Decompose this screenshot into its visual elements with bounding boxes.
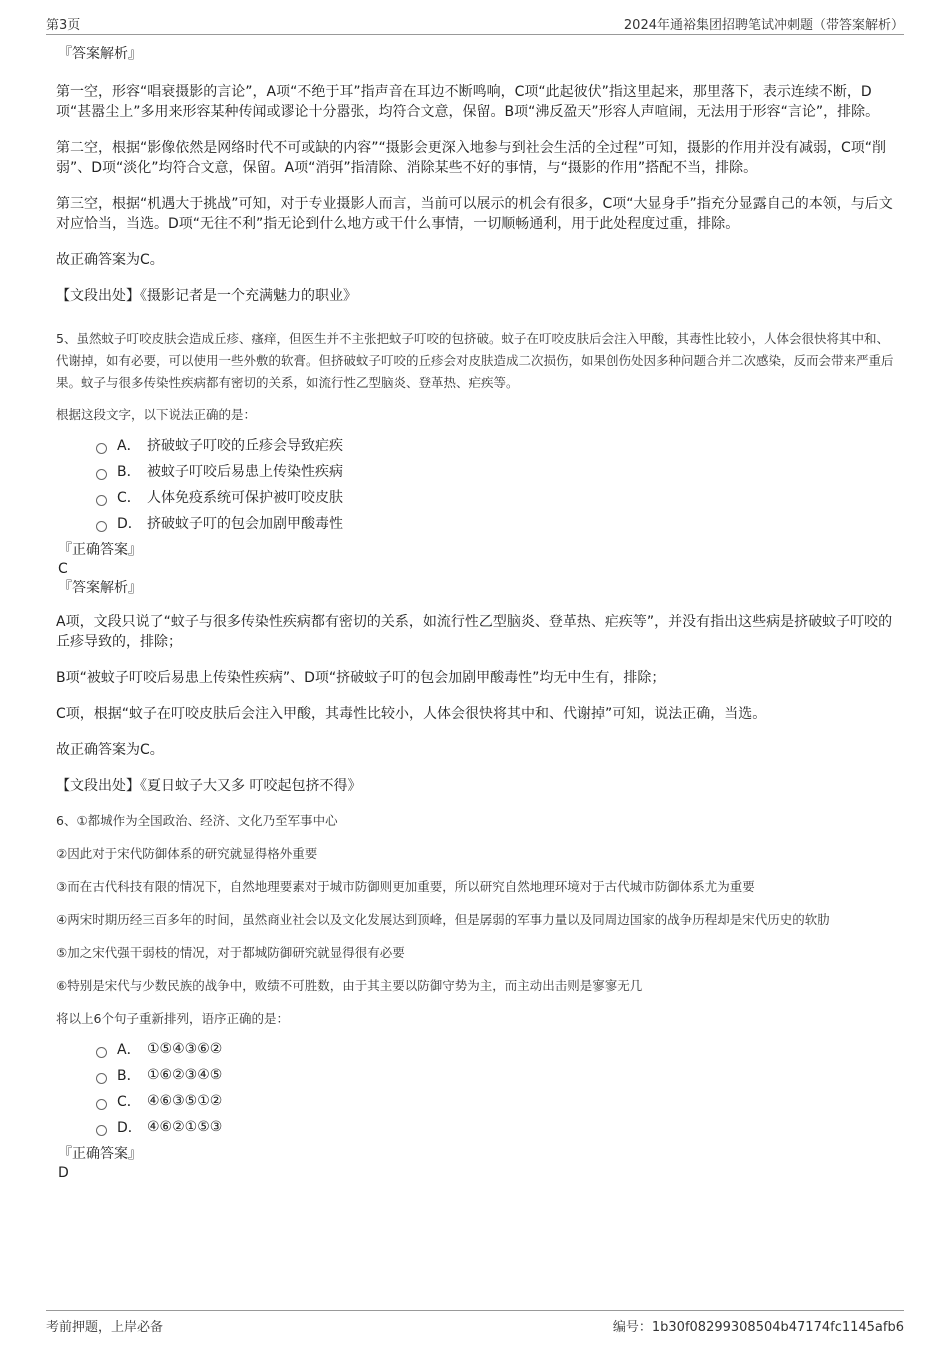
- option-letter: C．: [117, 490, 141, 506]
- option-text: ①⑥②③④⑤: [147, 1067, 223, 1083]
- q4-analysis-p2: 第二空，根据“影像依然是网络时代不可或缺的内容”“摄影会更深入地参与到社会生活的全过程”可知，摄影的作用并没有减弱，C项“削弱”、D项“淡化”均符合文意，保留。A项“消弭”指清除、消除某些不好的事情，与“摄影的作用”搭配不当，排除。: [56, 140, 887, 176]
- option-letter: B．: [117, 1068, 141, 1084]
- footer-slogan: 考前押题，上岸必备: [46, 1320, 164, 1335]
- q5-options: [96, 432, 896, 536]
- option-letter: A．: [117, 1042, 141, 1058]
- q5-prompt: 根据这段文字，以下说法正确的是：: [56, 407, 257, 422]
- option-letter: A．: [117, 438, 141, 454]
- option-text: 挤破蚊子叮的包会加剧甲酸毒性: [147, 516, 343, 532]
- q4-source: 【文段出处】《摄影记者是一个充满魅力的职业》: [56, 288, 357, 304]
- option-text: ④⑥②①⑤③: [147, 1119, 223, 1135]
- document-code: 编号：1b30f08299308504b47174fc1145afb6: [612, 1320, 904, 1335]
- option-text: ④⑥③⑤①②: [147, 1093, 223, 1109]
- q6-sentence-5: ⑤加之宋代强干弱枝的情况，对于都城防御研究就显得很有必要: [56, 945, 405, 960]
- option-letter: B．: [117, 464, 141, 480]
- radio-icon[interactable]: [96, 443, 107, 454]
- q6-option-b[interactable]: [96, 1062, 896, 1088]
- q5-option-a[interactable]: [96, 432, 896, 458]
- page-content: [56, 44, 896, 1182]
- radio-icon[interactable]: [96, 495, 107, 506]
- q5-option-b[interactable]: [96, 458, 896, 484]
- q4-conclusion: 故正确答案为C。: [56, 252, 164, 268]
- q6-sentence-6: ⑥特别是宋代与少数民族的战争中，败绩不可胜数，由于其主要以防御守势为主，而主动出击则是寥寥无几: [56, 978, 643, 993]
- option-text: 被蚊子叮咬后易患上传染性疾病: [147, 464, 343, 480]
- q4-analysis-title: 『答案解析』: [58, 46, 142, 62]
- q6-option-d[interactable]: [96, 1114, 896, 1140]
- option-letter: C．: [117, 1094, 141, 1110]
- page-number: 第3页: [46, 18, 81, 33]
- q5-answer-title: 『正确答案』: [58, 542, 142, 558]
- q6-answer: D: [58, 1165, 69, 1181]
- page-header: [46, 12, 904, 35]
- radio-icon[interactable]: [96, 1099, 107, 1110]
- q6-sentence-1: 6、①都城作为全国政治、经济、文化乃至军事中心: [56, 813, 338, 828]
- q4-analysis-p3: 第三空，根据“机遇大于挑战”可知，对于专业摄影人而言，当前可以展示的机会有很多，C项“大显身手”指充分显露自己的本领，与后文对应恰当，当选。D项“无往不利”指无论到什么地方或干什么事情，一切顺畅通利，用于此处程度过重，排除。: [56, 196, 893, 232]
- q6-sentence-4: ④两宋时期历经三百多年的时间，虽然商业社会以及文化发展达到顶峰，但是孱弱的军事力量以及同周边国家的战争历程却是宋代历史的软肋: [56, 912, 830, 927]
- q5-option-c[interactable]: [96, 484, 896, 510]
- option-text: ①⑤④③⑥②: [147, 1041, 223, 1057]
- q5-analysis-p1: A项，文段只说了“蚊子与很多传染性疾病都有密切的关系，如流行性乙型脑炎、登革热、疟疾等”，并没有指出这些病是挤破蚊子叮咬的丘疹导致的，排除；: [56, 614, 893, 650]
- q5-question: 5、虽然蚊子叮咬皮肤会造成丘疹、瘙痒，但医生并不主张把蚊子叮咬的包挤破。蚊子在叮咬皮肤后会注入甲酸，其毒性比较小，人体会很快将其中和、代谢掉，如有必要，可以使用一些外敷的软膏。但挤破蚊子叮咬的丘疹会对皮肤造成二次损伤，如果创伤处因多种问题合并二次感染，反而会带来严重后果。蚊子与很多传染性疾病都有密切的关系，如流行性乙型脑炎、登革热、疟疾等。: [56, 331, 894, 390]
- option-letter: D．: [117, 1120, 142, 1136]
- page-footer: [46, 1310, 904, 1335]
- radio-icon[interactable]: [96, 1125, 107, 1136]
- option-text: 挤破蚊子叮咬的丘疹会导致疟疾: [147, 438, 343, 454]
- q6-option-c[interactable]: [96, 1088, 896, 1114]
- q5-analysis-title: 『答案解析』: [58, 580, 142, 596]
- option-letter: D．: [117, 516, 142, 532]
- radio-icon[interactable]: [96, 1073, 107, 1084]
- q6-prompt: 将以上6个句子重新排列，语序正确的是：: [56, 1011, 289, 1026]
- q5-conclusion: 故正确答案为C。: [56, 742, 164, 758]
- q5-option-d[interactable]: [96, 510, 896, 536]
- q6-answer-title: 『正确答案』: [58, 1146, 142, 1162]
- q4-analysis-p1: 第一空，形容“唱衰摄影的言论”，A项“不绝于耳”指声音在耳边不断鸣响，C项“此起彼伏”指这里起来，那里落下，表示连续不断，D项“甚嚣尘上”多用来形容某种传闻或谬论十分嚣张，均符合文意，保留。B项“沸反盈天”形容人声喧闹，无法用于形容“言论”，排除。: [56, 84, 880, 120]
- q6-options: [96, 1036, 896, 1140]
- q5-source: 【文段出处】《夏日蚊子大又多 叮咬起包挤不得》: [56, 778, 362, 794]
- radio-icon[interactable]: [96, 1047, 107, 1058]
- q6-sentence-3: ③而在古代科技有限的情况下，自然地理要素对于城市防御则更加重要，所以研究自然地理环境对于古代城市防御体系尤为重要: [56, 879, 755, 894]
- q6-option-a[interactable]: [96, 1036, 896, 1062]
- radio-icon[interactable]: [96, 469, 107, 480]
- option-text: 人体免疫系统可保护被叮咬皮肤: [147, 490, 343, 506]
- q6-sentence-2: ②因此对于宋代防御体系的研究就显得格外重要: [56, 846, 318, 861]
- q5-analysis-p2: B项“被蚊子叮咬后易患上传染性疾病”、D项“挤破蚊子叮的包会加剧甲酸毒性”均无中生有，排除；: [56, 670, 666, 686]
- q5-analysis-p3: C项，根据“蚊子在叮咬皮肤后会注入甲酸，其毒性比较小，人体会很快将其中和、代谢掉”可知，说法正确，当选。: [56, 706, 767, 722]
- radio-icon[interactable]: [96, 521, 107, 532]
- q5-answer: C: [58, 561, 68, 577]
- document-title: 2024年通裕集团招聘笔试冲刺题（带答案解析）: [623, 18, 904, 33]
